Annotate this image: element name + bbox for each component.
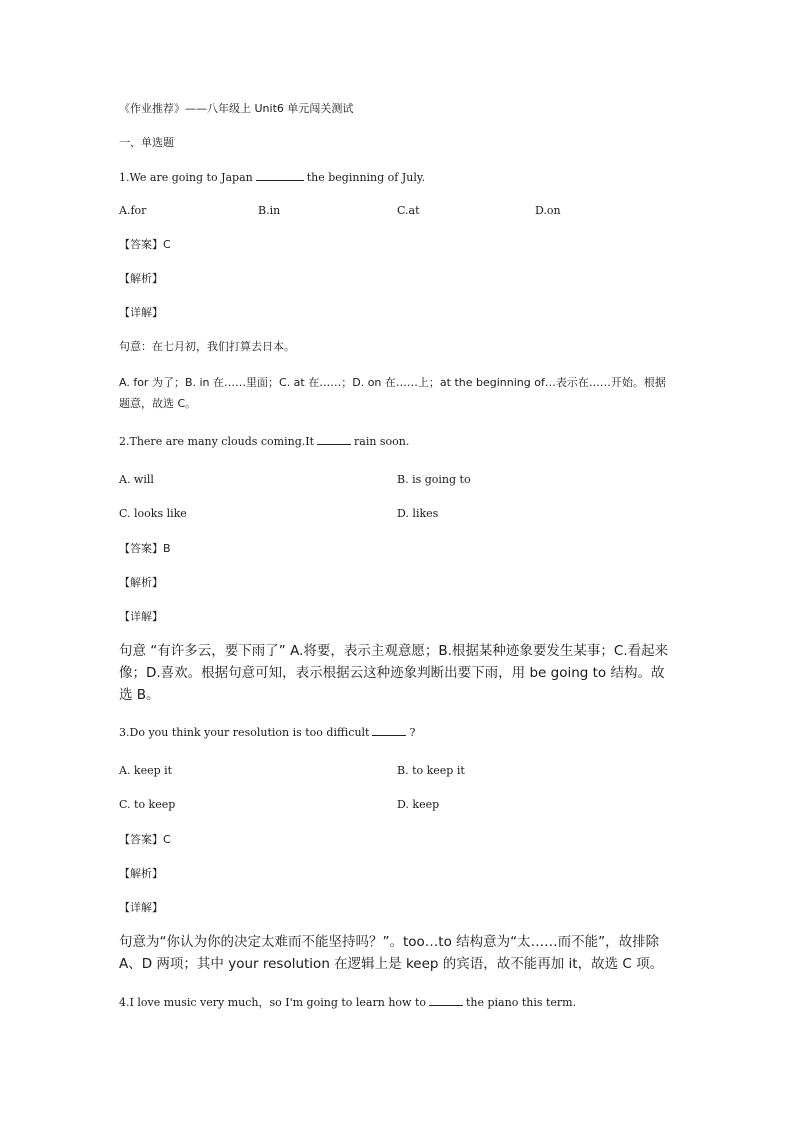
question-number: 1. [119, 171, 130, 184]
answer-blank [317, 434, 351, 445]
option-c: C. looks like [119, 507, 187, 520]
question-text: ? [409, 726, 416, 739]
option-c: C. to keep [119, 798, 176, 811]
option-a: A. keep it [119, 764, 173, 777]
answer-blank [429, 995, 463, 1006]
explanation-text: 句意：在七月初，我们打算去日本。 [119, 340, 295, 353]
detail-label: 【详解】 [119, 901, 163, 914]
explanation-text: 句意为“你认为你的决定太难而不能坚持吗？”。too…to 结构意为“太……而不能”，故排除 A、D 两项；其中 your resolution 在逻辑上是 keep 的宾语，故不能再加 it，故选 C 项。 [119, 934, 664, 972]
section-heading: 一、单选题 [119, 136, 174, 149]
analysis-label: 【解析】 [119, 576, 163, 589]
question-text: Do you think your resolution is too difficult [129, 726, 370, 739]
question-number: 4. [119, 996, 130, 1009]
question-3-stem [119, 725, 415, 740]
answer-blank [372, 725, 406, 736]
answer-line: 【答案】C [119, 238, 171, 251]
analysis-label: 【解析】 [119, 272, 163, 285]
question-4-stem [119, 995, 576, 1010]
option-b: B. to keep it [397, 764, 465, 777]
question-text: We are going to Japan [129, 171, 253, 184]
detail-label: 【详解】 [119, 610, 163, 623]
question-text: There are many clouds coming.It [129, 435, 314, 448]
question-text: rain soon. [354, 435, 410, 448]
answer-line: 【答案】B [119, 542, 171, 555]
question-2-stem [119, 434, 409, 449]
question-text: the beginning of July. [306, 171, 426, 184]
explanation-text: 句意 “有许多云，要下雨了” A.将要，表示主观意愿；B.根据某种迹象要发生某事；C.看起来像；D.喜欢。根据句意可知，表示根据云这种迹象判断出要下雨，用 be going to 结构。故选 B。 [119, 643, 669, 703]
option-b: B.in [258, 204, 281, 217]
question-text: I love music very much，so I'm going to learn how to [129, 996, 426, 1009]
answer-line: 【答案】C [119, 833, 171, 846]
question-text: the piano this term. [465, 996, 577, 1009]
explanation-text: A. for 为了；B. in 在……里面；C. at 在……；D. on 在……上；at the beginning of…表示在……开始。根据题意，故选 C。 [119, 376, 666, 410]
option-d: D. keep [397, 798, 440, 811]
option-d: D. likes [397, 507, 439, 520]
analysis-label: 【解析】 [119, 867, 163, 880]
question-number: 3. [119, 726, 130, 739]
option-b: B. is going to [397, 473, 471, 486]
option-a: A. will [119, 473, 154, 486]
detail-label: 【详解】 [119, 306, 163, 319]
option-c: C.at [397, 204, 420, 217]
answer-blank [256, 170, 304, 181]
document-title: 《作业推荐》——八年级上 Unit6 单元闯关测试 [119, 102, 354, 115]
option-a: A.for [119, 204, 147, 217]
question-1-stem [119, 170, 425, 185]
question-number: 2. [119, 435, 130, 448]
option-d: D.on [535, 204, 561, 217]
